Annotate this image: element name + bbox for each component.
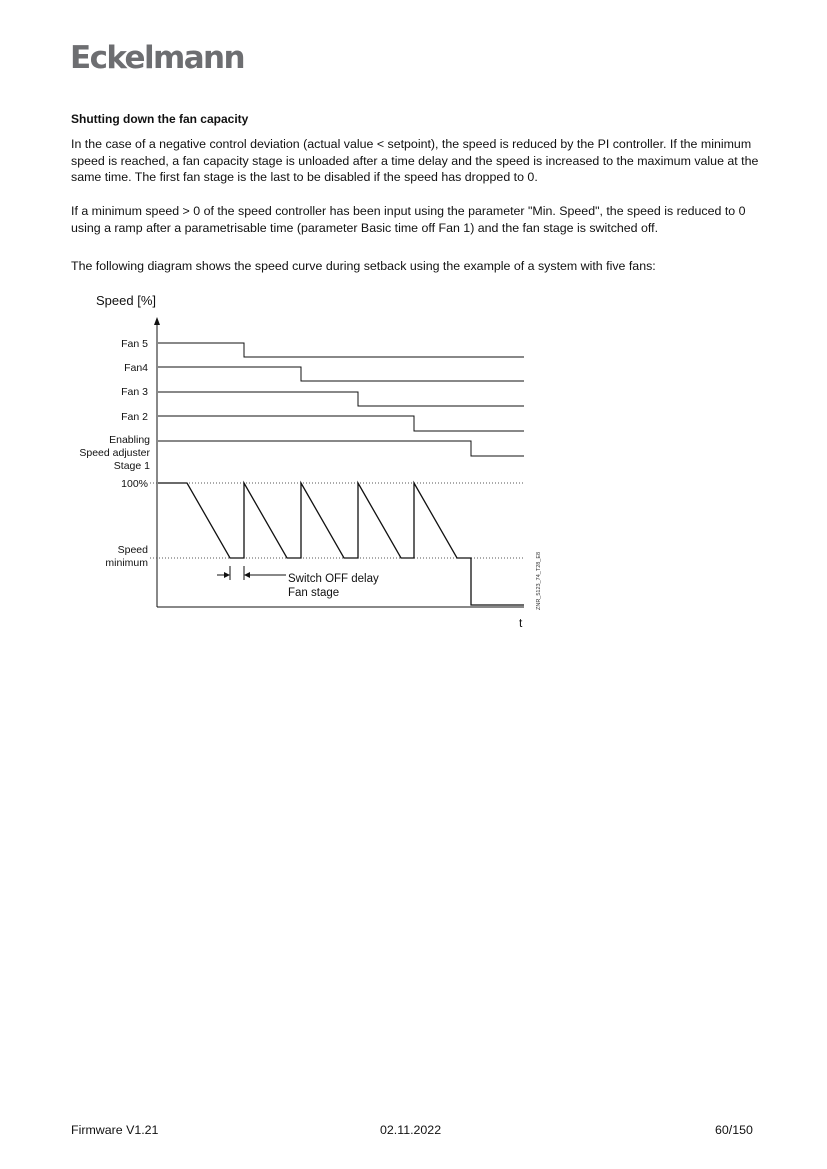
paragraph-control-deviation: In the case of a negative control deviation (actual value < setpoint), the speed is reduced by the PI controller. If the minimum speed is reached, a fan capacity stage is unloaded after a time delay and the speed is increased to the maximum value at the same time. The first fan stage is the last to be disabled if the speed has dropped to 0. [71,137,759,185]
footer-firmware: Firmware V1.21 [71,1123,159,1137]
footer-date: 02.11.2022 [380,1123,442,1137]
stage1-enable-line [158,441,524,456]
fan2-label: Fan 2 [121,411,148,423]
delay-label-line2: Fan stage [288,587,340,599]
paragraph-minimum-speed: If a minimum speed > 0 of the speed controller has been input using the parameter "Min. Speed", the speed is reduced to 0 using a ramp after a parametrisable time (parameter Basic time off Fan 1) and the fan stage is switched off. [71,204,746,235]
fan3-stage-line [158,392,524,406]
delay-arrow-right-head [244,572,250,578]
x-axis-label: t [519,616,523,630]
fan5-stage-line [158,343,524,357]
section-heading: Shutting down the fan capacity [71,112,249,126]
eckelmann-logo: Eckelmann [70,40,244,76]
footer-page-number: 60/150 [715,1123,753,1137]
y-axis-arrow [154,317,160,325]
speed-minimum-label-line1: Speed [117,544,148,556]
stage1-label-line1: Enabling [109,434,150,446]
stage1-label-line2: Speed adjuster [79,447,150,459]
delay-label-line1: Switch OFF delay [288,573,379,585]
speed-curve [158,483,524,605]
level-100-label: 100% [121,478,148,490]
paragraph-diagram-intro: The following diagram shows the speed curve during setback using the example of a system with five fans: [71,259,656,273]
speed-minimum-label-line2: minimum [105,557,148,569]
y-axis-label: Speed [%] [96,293,156,308]
fan4-stage-line [158,367,524,381]
fan2-stage-line [158,416,524,431]
fan5-label: Fan 5 [121,338,148,350]
delay-arrow-left-head [224,572,230,578]
fan3-label: Fan 3 [121,386,148,398]
stage1-label-line3: Stage 1 [113,460,150,472]
fan4-label: Fan4 [124,362,148,374]
diagram-reference-code: ZNR_5123_74_T28_E8 [536,551,542,610]
